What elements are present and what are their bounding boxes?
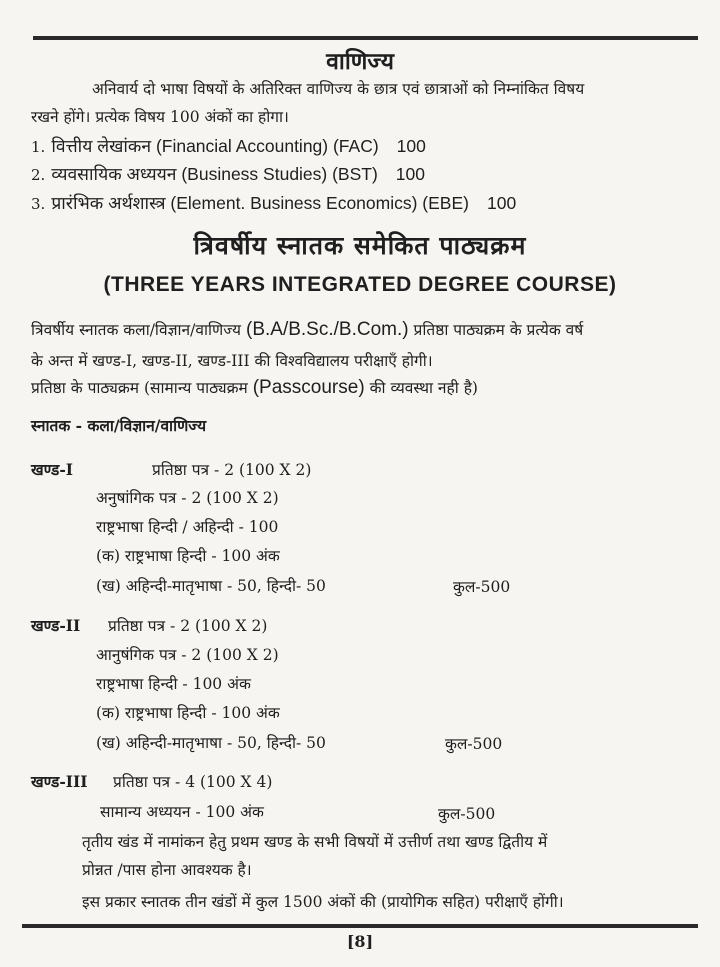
course-heading-english: (THREE YEARS INTEGRATED DEGREE COURSE) — [103, 273, 617, 296]
stream-heading: स्नातक - कला/विज्ञान/वाणिज्य — [31, 416, 207, 435]
part1-total: कुल-500 — [453, 578, 511, 596]
bottom-rule — [22, 924, 698, 928]
part3-honours: प्रतिष्ठा पत्र - 4 (100 X 4) — [113, 773, 273, 791]
subject-item: 2. व्यवसायिक अध्ययन (Business Studies) (BST) 100 — [31, 164, 425, 184]
part1-option-a: (क) राष्ट्रभाषा हिन्दी - 100 अंक — [96, 547, 280, 565]
part3-label: खण्ड-III — [31, 772, 88, 791]
subject-item: 1. वित्तीय लेखांकन (Financial Accounting) (FAC) 100 — [31, 136, 426, 156]
part2-language: राष्ट्रभाषा हिन्दी - 100 अंक — [96, 675, 251, 693]
part3-note-line1: तृतीय खंड में नामांकन हेतु प्रथम खण्ड के सभी विषयों में उत्तीर्ण तथा खण्ड द्वितीय में — [82, 833, 548, 851]
part3-note-line2: प्रोन्नत /पास होना आवश्यक है। — [82, 861, 252, 879]
commerce-heading: वाणिज्य — [326, 48, 394, 75]
commerce-intro-line1: अनिवार्य दो भाषा विषयों के अतिरिक्त वाणिज्य के छात्र एवं छात्राओं को निम्नांकित विषय — [92, 80, 585, 98]
course-desc-line3: प्रतिष्ठा के पाठ्यक्रम (सामान्य पाठ्यक्रम (Passcourse) की व्यवस्था नही है) — [31, 377, 478, 398]
part1-subsidiary: अनुषांगिक पत्र - 2 (100 X 2) — [96, 489, 279, 507]
part3-total: कुल-500 — [438, 805, 496, 823]
part2-total: कुल-500 — [445, 735, 503, 753]
part1-option-b: (ख) अहिन्दी-मातृभाषा - 50, हिन्दी- 50 — [96, 577, 326, 595]
course-desc-line1: त्रिवर्षीय स्नातक कला/विज्ञान/वाणिज्य (B.A/B.Sc./B.Com.) प्रतिष्ठा पाठ्यक्रम के प्रत्येक वर्ष — [31, 319, 584, 340]
course-heading-hindi: त्रिवर्षीय स्नातक समेकित पाठ्यक्रम — [193, 231, 527, 260]
commerce-intro-line2: रखने होंगे। प्रत्येक विषय 100 अंकों का होगा। — [31, 108, 289, 126]
course-desc-line2: के अन्त में खण्ड-I, खण्ड-II, खण्ड-III की विश्वविद्यालय परीक्षाएँ होगी। — [31, 352, 433, 370]
marks-summary: इस प्रकार स्नातक तीन खंडों में कुल 1500 अंकों की (प्रायोगिक सहित) परीक्षाएँ होंगी। — [82, 893, 564, 911]
part1-label: खण्ड-I — [31, 460, 74, 479]
part1-honours: प्रतिष्ठा पत्र - 2 (100 X 2) — [152, 461, 312, 479]
part2-label: खण्ड-II — [31, 616, 81, 635]
part2-subsidiary: आनुषंगिक पत्र - 2 (100 X 2) — [96, 646, 279, 664]
part2-option-a: (क) राष्ट्रभाषा हिन्दी - 100 अंक — [96, 704, 280, 722]
top-rule — [33, 36, 698, 40]
part1-language: राष्ट्रभाषा हिन्दी / अहिन्दी - 100 — [96, 518, 279, 536]
part2-option-b: (ख) अहिन्दी-मातृभाषा - 50, हिन्दी- 50 — [96, 734, 326, 752]
subject-item: 3. प्रारंभिक अर्थशास्त्र (Element. Business Economics) (EBE) 100 — [31, 193, 517, 213]
page-number: [8] — [346, 932, 374, 951]
part2-honours: प्रतिष्ठा पत्र - 2 (100 X 2) — [108, 617, 268, 635]
part3-general-studies: सामान्य अध्ययन - 100 अंक — [100, 803, 264, 821]
